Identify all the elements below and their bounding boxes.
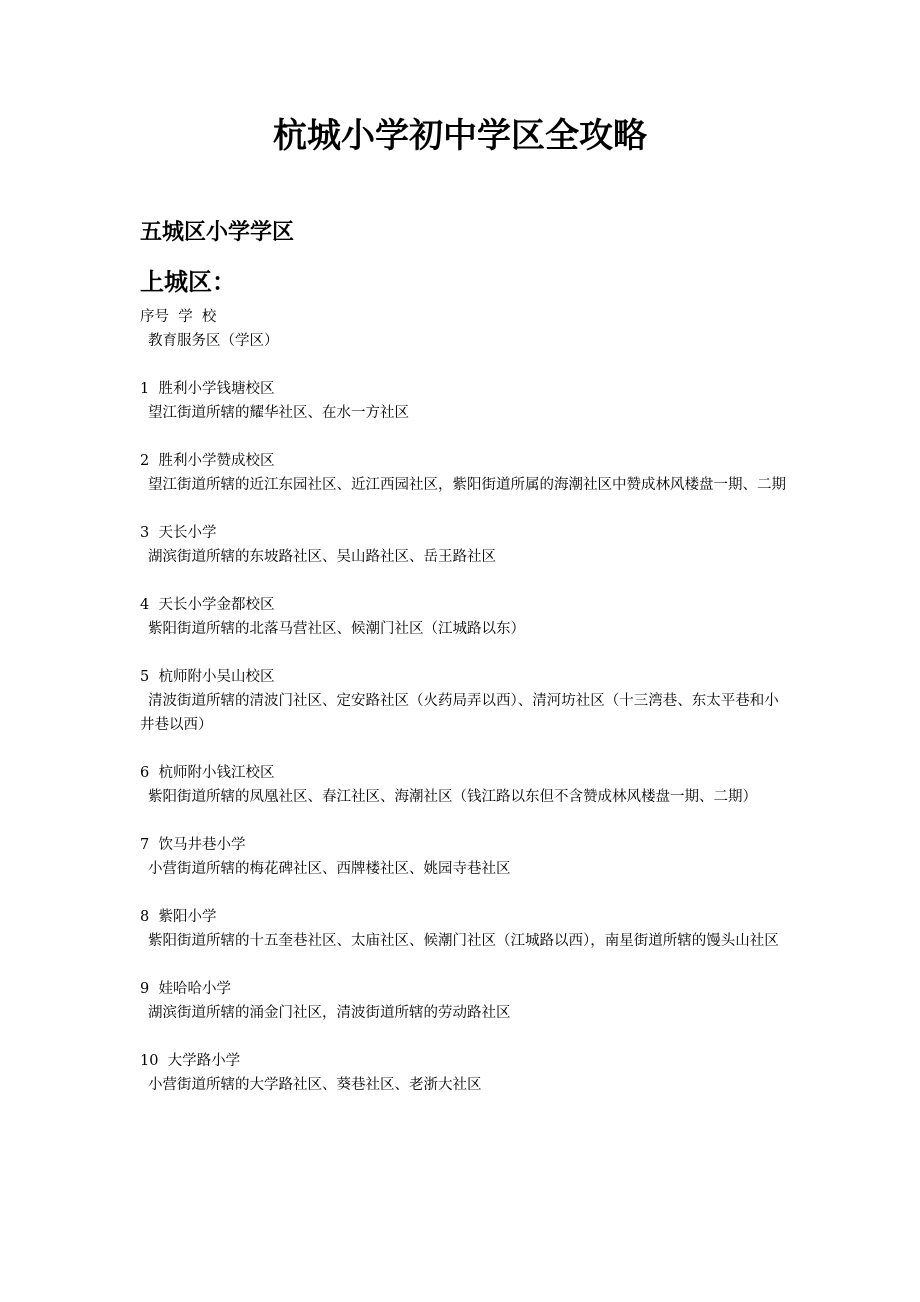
entry-number: 9 [140, 981, 150, 997]
entry-area: 湖滨街道所辖的东坡路社区、吴山路社区、岳王路社区 [148, 549, 496, 565]
entry-area: 望江街道所辖的耀华社区、在水一方社区 [148, 405, 409, 421]
entry-number: 10 [140, 1053, 159, 1069]
entry-school: 胜利小学钱塘校区 [158, 381, 275, 397]
list-item [140, 761, 790, 809]
entry-school: 天长小学金都校区 [158, 597, 275, 613]
school-district-list [140, 305, 790, 1121]
entry-area: 小营街道所辖的大学路社区、葵巷社区、老浙大社区 [148, 1077, 482, 1093]
entry-school: 杭师附小吴山校区 [158, 669, 275, 685]
section-heading: 五城区小学学区 [140, 219, 295, 245]
list-item [140, 449, 790, 497]
entry-school: 饮马井巷小学 [158, 837, 246, 853]
entry-number: 1 [140, 381, 150, 397]
list-item [140, 1049, 790, 1097]
entry-school: 大学路小学 [167, 1053, 241, 1069]
entry-area: 紫阳街道所辖的北落马营社区、候潮门社区（江城路以东） [148, 621, 525, 637]
list-item [140, 377, 790, 425]
entry-number: 3 [140, 525, 150, 541]
entry-area: 紫阳街道所辖的凤凰社区、春江社区、海潮社区（钱江路以东但不含赞成林风楼盘一期、二期） [148, 789, 757, 805]
entry-number: 7 [140, 837, 150, 853]
entry-school: 天长小学 [158, 525, 217, 541]
table-header-sub: 教育服务区（学区） [148, 333, 279, 349]
entry-number: 4 [140, 597, 150, 613]
entry-number: 2 [140, 453, 150, 469]
table-header-row: 序号 学 校 [140, 309, 217, 325]
list-item [140, 593, 790, 641]
list-item [140, 833, 790, 881]
entry-school: 紫阳小学 [158, 909, 217, 925]
entry-area: 清波街道所辖的清波门社区、定安路社区（火药局弄以西）、清河坊社区（十三湾巷、东太平巷和小井巷以西） [140, 693, 779, 733]
entry-school: 杭师附小钱江校区 [158, 765, 275, 781]
entry-number: 5 [140, 669, 150, 685]
entry-area: 小营街道所辖的梅花碑社区、西牌楼社区、姚园寺巷社区 [148, 861, 511, 877]
list-item [140, 665, 790, 737]
entry-area: 望江街道所辖的近江东园社区、近江西园社区，紫阳街道所属的海潮社区中赞成林风楼盘一期、二期 [148, 477, 786, 493]
entry-number: 8 [140, 909, 150, 925]
entry-school: 娃哈哈小学 [158, 981, 231, 997]
district-heading: 上城区： [140, 267, 236, 296]
entry-number: 6 [140, 765, 150, 781]
entry-area: 紫阳街道所辖的十五奎巷社区、太庙社区、候潮门社区（江城路以西），南星街道所辖的馒头山社区 [148, 933, 779, 949]
document-title: 杭城小学初中学区全攻略 [273, 116, 647, 156]
list-item [140, 977, 790, 1025]
list-item [140, 521, 790, 569]
list-item [140, 905, 790, 953]
entry-school: 胜利小学赞成校区 [158, 453, 275, 469]
entry-area: 湖滨街道所辖的涌金门社区，清波街道所辖的劳动路社区 [148, 1005, 511, 1021]
